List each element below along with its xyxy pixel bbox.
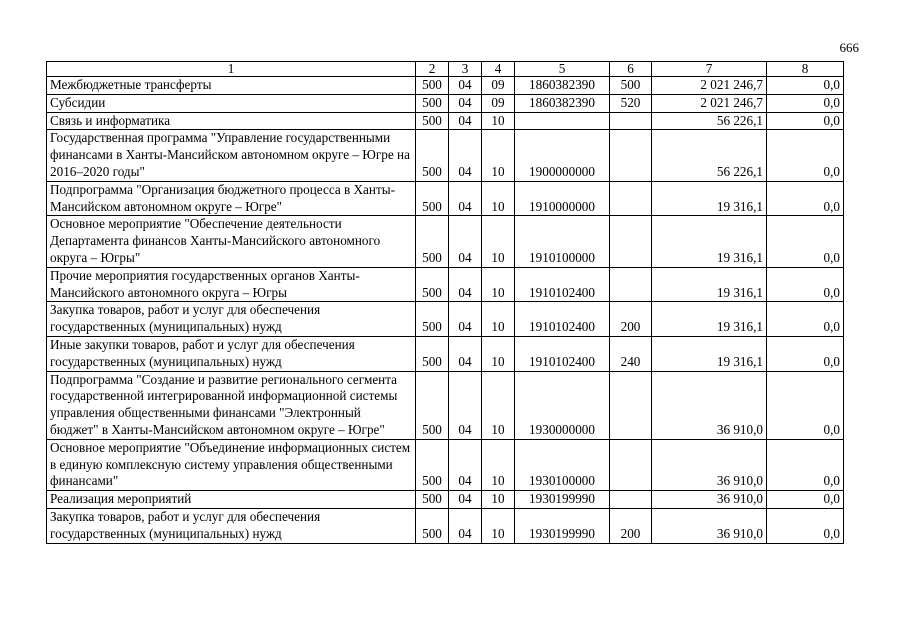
header-cell: 3	[449, 62, 482, 77]
expense-type-cell	[610, 267, 652, 302]
target-article-cell: 1860382390	[515, 94, 610, 112]
amount-cell: 2 021 246,7	[652, 77, 767, 95]
subsection-cell: 09	[482, 77, 515, 95]
ved-code-cell: 500	[416, 94, 449, 112]
table-row	[47, 130, 844, 181]
row-name-cell: Основное мероприятие "Объединение информационных систем в единую комплексную систему управления общественными финансами"	[47, 439, 416, 490]
ved-code-cell: 500	[416, 112, 449, 130]
section-cell: 04	[449, 112, 482, 130]
target-article-cell: 1910102400	[515, 267, 610, 302]
amount-cell: 0,0	[767, 336, 844, 371]
expense-type-cell	[610, 371, 652, 439]
table-row	[47, 336, 844, 371]
subsection-cell: 10	[482, 112, 515, 130]
ved-code-cell: 500	[416, 130, 449, 181]
row-name-cell: Подпрограмма "Организация бюджетного процесса в Ханты-Мансийском автономном округе – Югре"	[47, 181, 416, 216]
ved-code-cell: 500	[416, 439, 449, 490]
subsection-cell: 10	[482, 508, 515, 543]
subsection-cell: 10	[482, 216, 515, 267]
amount-cell: 0,0	[767, 94, 844, 112]
amount-cell: 2 021 246,7	[652, 94, 767, 112]
expense-type-cell	[610, 216, 652, 267]
page-number: 666	[839, 40, 859, 55]
amount-cell: 0,0	[767, 267, 844, 302]
section-cell: 04	[449, 491, 482, 509]
ved-code-cell: 500	[416, 77, 449, 95]
amount-cell: 56 226,1	[652, 130, 767, 181]
amount-cell: 19 316,1	[652, 336, 767, 371]
row-name-cell: Закупка товаров, работ и услуг для обеспечения государственных (муниципальных) нужд	[47, 302, 416, 337]
amount-cell: 0,0	[767, 508, 844, 543]
expense-type-cell: 200	[610, 508, 652, 543]
amount-cell: 0,0	[767, 112, 844, 130]
amount-cell: 36 910,0	[652, 508, 767, 543]
section-cell: 04	[449, 94, 482, 112]
target-article-cell: 1860382390	[515, 77, 610, 95]
amount-cell: 0,0	[767, 77, 844, 95]
target-article-cell	[515, 112, 610, 130]
header-cell: 8	[767, 62, 844, 77]
subsection-cell: 10	[482, 491, 515, 509]
ved-code-cell: 500	[416, 371, 449, 439]
amount-cell: 0,0	[767, 302, 844, 337]
amount-cell: 19 316,1	[652, 216, 767, 267]
subsection-cell: 10	[482, 439, 515, 490]
expense-type-cell: 500	[610, 77, 652, 95]
target-article-cell: 1910102400	[515, 302, 610, 337]
table-row	[47, 216, 844, 267]
row-name-cell: Основное мероприятие "Обеспечение деятельности Департамента финансов Ханты-Мансийского автономного округа – Югры"	[47, 216, 416, 267]
expense-type-cell	[610, 130, 652, 181]
table-row	[47, 267, 844, 302]
expense-type-cell	[610, 181, 652, 216]
row-name-cell: Закупка товаров, работ и услуг для обеспечения государственных (муниципальных) нужд	[47, 508, 416, 543]
amount-cell: 0,0	[767, 130, 844, 181]
amount-cell: 0,0	[767, 371, 844, 439]
section-cell: 04	[449, 130, 482, 181]
subsection-cell: 10	[482, 267, 515, 302]
section-cell: 04	[449, 371, 482, 439]
target-article-cell: 1900000000	[515, 130, 610, 181]
row-name-cell: Прочие мероприятия государственных органов Ханты-Мансийского автономного округа – Югры	[47, 267, 416, 302]
section-cell: 04	[449, 302, 482, 337]
ved-code-cell: 500	[416, 491, 449, 509]
section-cell: 04	[449, 216, 482, 267]
budget-table	[46, 61, 844, 544]
table-row	[47, 181, 844, 216]
section-cell: 04	[449, 508, 482, 543]
section-cell: 04	[449, 267, 482, 302]
target-article-cell: 1930100000	[515, 439, 610, 490]
row-name-cell: Государственная программа "Управление государственными финансами в Ханты-Мансийском автономном округе – Югре на 2016–2020 годы"	[47, 130, 416, 181]
table-row	[47, 77, 844, 95]
table-header-row	[47, 62, 844, 77]
ved-code-cell: 500	[416, 302, 449, 337]
subsection-cell: 09	[482, 94, 515, 112]
table-row	[47, 508, 844, 543]
ved-code-cell: 500	[416, 508, 449, 543]
expense-type-cell	[610, 439, 652, 490]
amount-cell: 0,0	[767, 439, 844, 490]
amount-cell: 36 910,0	[652, 491, 767, 509]
header-cell: 6	[610, 62, 652, 77]
row-name-cell: Субсидии	[47, 94, 416, 112]
target-article-cell: 1930199990	[515, 508, 610, 543]
subsection-cell: 10	[482, 130, 515, 181]
section-cell: 04	[449, 336, 482, 371]
section-cell: 04	[449, 439, 482, 490]
amount-cell: 0,0	[767, 216, 844, 267]
amount-cell: 0,0	[767, 181, 844, 216]
amount-cell: 19 316,1	[652, 267, 767, 302]
section-cell: 04	[449, 181, 482, 216]
subsection-cell: 10	[482, 181, 515, 216]
expense-type-cell: 240	[610, 336, 652, 371]
target-article-cell: 1930199990	[515, 491, 610, 509]
table-row	[47, 302, 844, 337]
expense-type-cell	[610, 491, 652, 509]
table-row	[47, 112, 844, 130]
row-name-cell: Связь и информатика	[47, 112, 416, 130]
header-cell: 2	[416, 62, 449, 77]
ved-code-cell: 500	[416, 336, 449, 371]
header-cell: 1	[47, 62, 416, 77]
amount-cell: 0,0	[767, 491, 844, 509]
amount-cell: 19 316,1	[652, 181, 767, 216]
subsection-cell: 10	[482, 302, 515, 337]
amount-cell: 36 910,0	[652, 371, 767, 439]
table-row	[47, 491, 844, 509]
target-article-cell: 1910102400	[515, 336, 610, 371]
subsection-cell: 10	[482, 336, 515, 371]
header-cell: 7	[652, 62, 767, 77]
target-article-cell: 1910100000	[515, 216, 610, 267]
row-name-cell: Реализация мероприятий	[47, 491, 416, 509]
header-cell: 4	[482, 62, 515, 77]
header-cell: 5	[515, 62, 610, 77]
expense-type-cell	[610, 112, 652, 130]
amount-cell: 56 226,1	[652, 112, 767, 130]
amount-cell: 19 316,1	[652, 302, 767, 337]
table-row	[47, 94, 844, 112]
ved-code-cell: 500	[416, 216, 449, 267]
row-name-cell: Иные закупки товаров, работ и услуг для обеспечения государственных (муниципальных) нужд	[47, 336, 416, 371]
expense-type-cell: 200	[610, 302, 652, 337]
target-article-cell: 1910000000	[515, 181, 610, 216]
subsection-cell: 10	[482, 371, 515, 439]
section-cell: 04	[449, 77, 482, 95]
ved-code-cell: 500	[416, 181, 449, 216]
target-article-cell: 1930000000	[515, 371, 610, 439]
ved-code-cell: 500	[416, 267, 449, 302]
row-name-cell: Межбюджетные трансферты	[47, 77, 416, 95]
table-row	[47, 371, 844, 439]
table-body	[47, 77, 844, 544]
amount-cell: 36 910,0	[652, 439, 767, 490]
table-row	[47, 439, 844, 490]
expense-type-cell: 520	[610, 94, 652, 112]
row-name-cell: Подпрограмма "Создание и развитие регионального сегмента государственной интегрированной информационной системы управления общественными финансами "Электронный бюджет" в Ханты-Мансийском автономном округе – Югре"	[47, 371, 416, 439]
